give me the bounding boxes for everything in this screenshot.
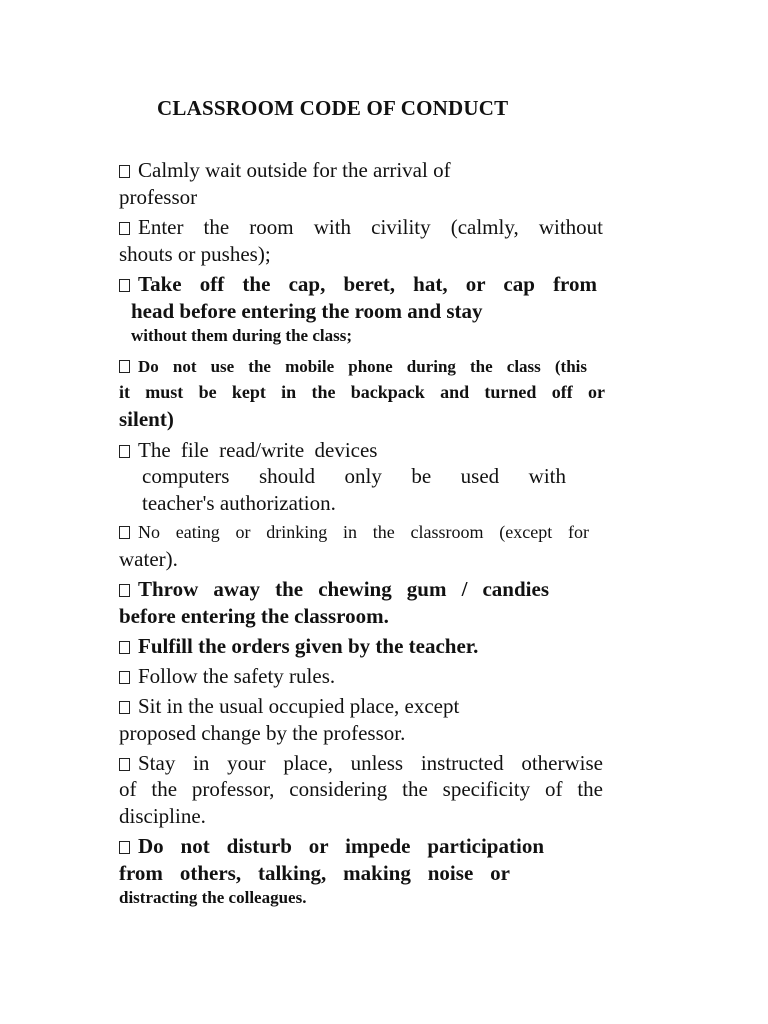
list-item-line: before entering the classroom. (119, 604, 389, 628)
list-item: Stay in your place, unless instructed otherwise (119, 750, 603, 776)
list-item-line: teacher's authorization. (142, 491, 336, 515)
list-item-line: silent) (119, 407, 174, 431)
checkbox-icon (119, 279, 130, 292)
list-item: Do not use the mobile phone during the class (this (119, 354, 587, 380)
checkbox-icon (119, 584, 130, 597)
list-item: No eating or drinking in the classroom (except for (119, 519, 589, 545)
list-item: Follow the safety rules. (119, 663, 603, 689)
list-item-line: shouts or pushes); (119, 242, 271, 266)
list-item-line: head before entering the room and stay (131, 299, 483, 323)
list-item-line: from others, talking, making noise or (119, 861, 510, 885)
checkbox-icon (119, 360, 130, 373)
list-item-line: discipline. (119, 804, 206, 828)
list-item: Calmly wait outside for the arrival of (119, 157, 503, 183)
checkbox-icon (119, 445, 130, 458)
checkbox-icon (119, 165, 130, 178)
checkbox-icon (119, 758, 130, 771)
checkbox-icon (119, 222, 130, 235)
list-item-line: professor (119, 185, 198, 209)
list-item-line: of the professor, considering the specificity of the (119, 777, 603, 801)
list-item: Do not disturb or impede participation (119, 833, 544, 859)
list-item-line: computers should only be used with (142, 464, 566, 488)
list-item: Sit in the usual occupied place, except (119, 693, 603, 719)
list-item-line: proposed change by the professor. (119, 721, 406, 745)
checkbox-icon (119, 701, 130, 714)
list-item-line: without them during the class; (131, 326, 353, 345)
checkbox-icon (119, 671, 130, 684)
list-item-line: distracting the colleagues. (119, 888, 307, 907)
checkbox-icon (119, 641, 130, 654)
page-title: CLASSROOM CODE OF CONDUCT (157, 96, 509, 120)
list-item-line: water). (119, 547, 178, 571)
list-item: Enter the room with civility (calmly, without (119, 214, 603, 240)
list-item-line: it must be kept in the backpack and turned off or (119, 382, 605, 402)
list-item: The file read/write devices (119, 437, 603, 463)
checkbox-icon (119, 526, 130, 539)
list-item: Throw away the chewing gum / candies (119, 576, 549, 602)
checkbox-icon (119, 841, 130, 854)
list-item: Fulfill the orders given by the teacher. (119, 633, 603, 659)
list-item: Take off the cap, beret, hat, or cap from (119, 271, 597, 297)
